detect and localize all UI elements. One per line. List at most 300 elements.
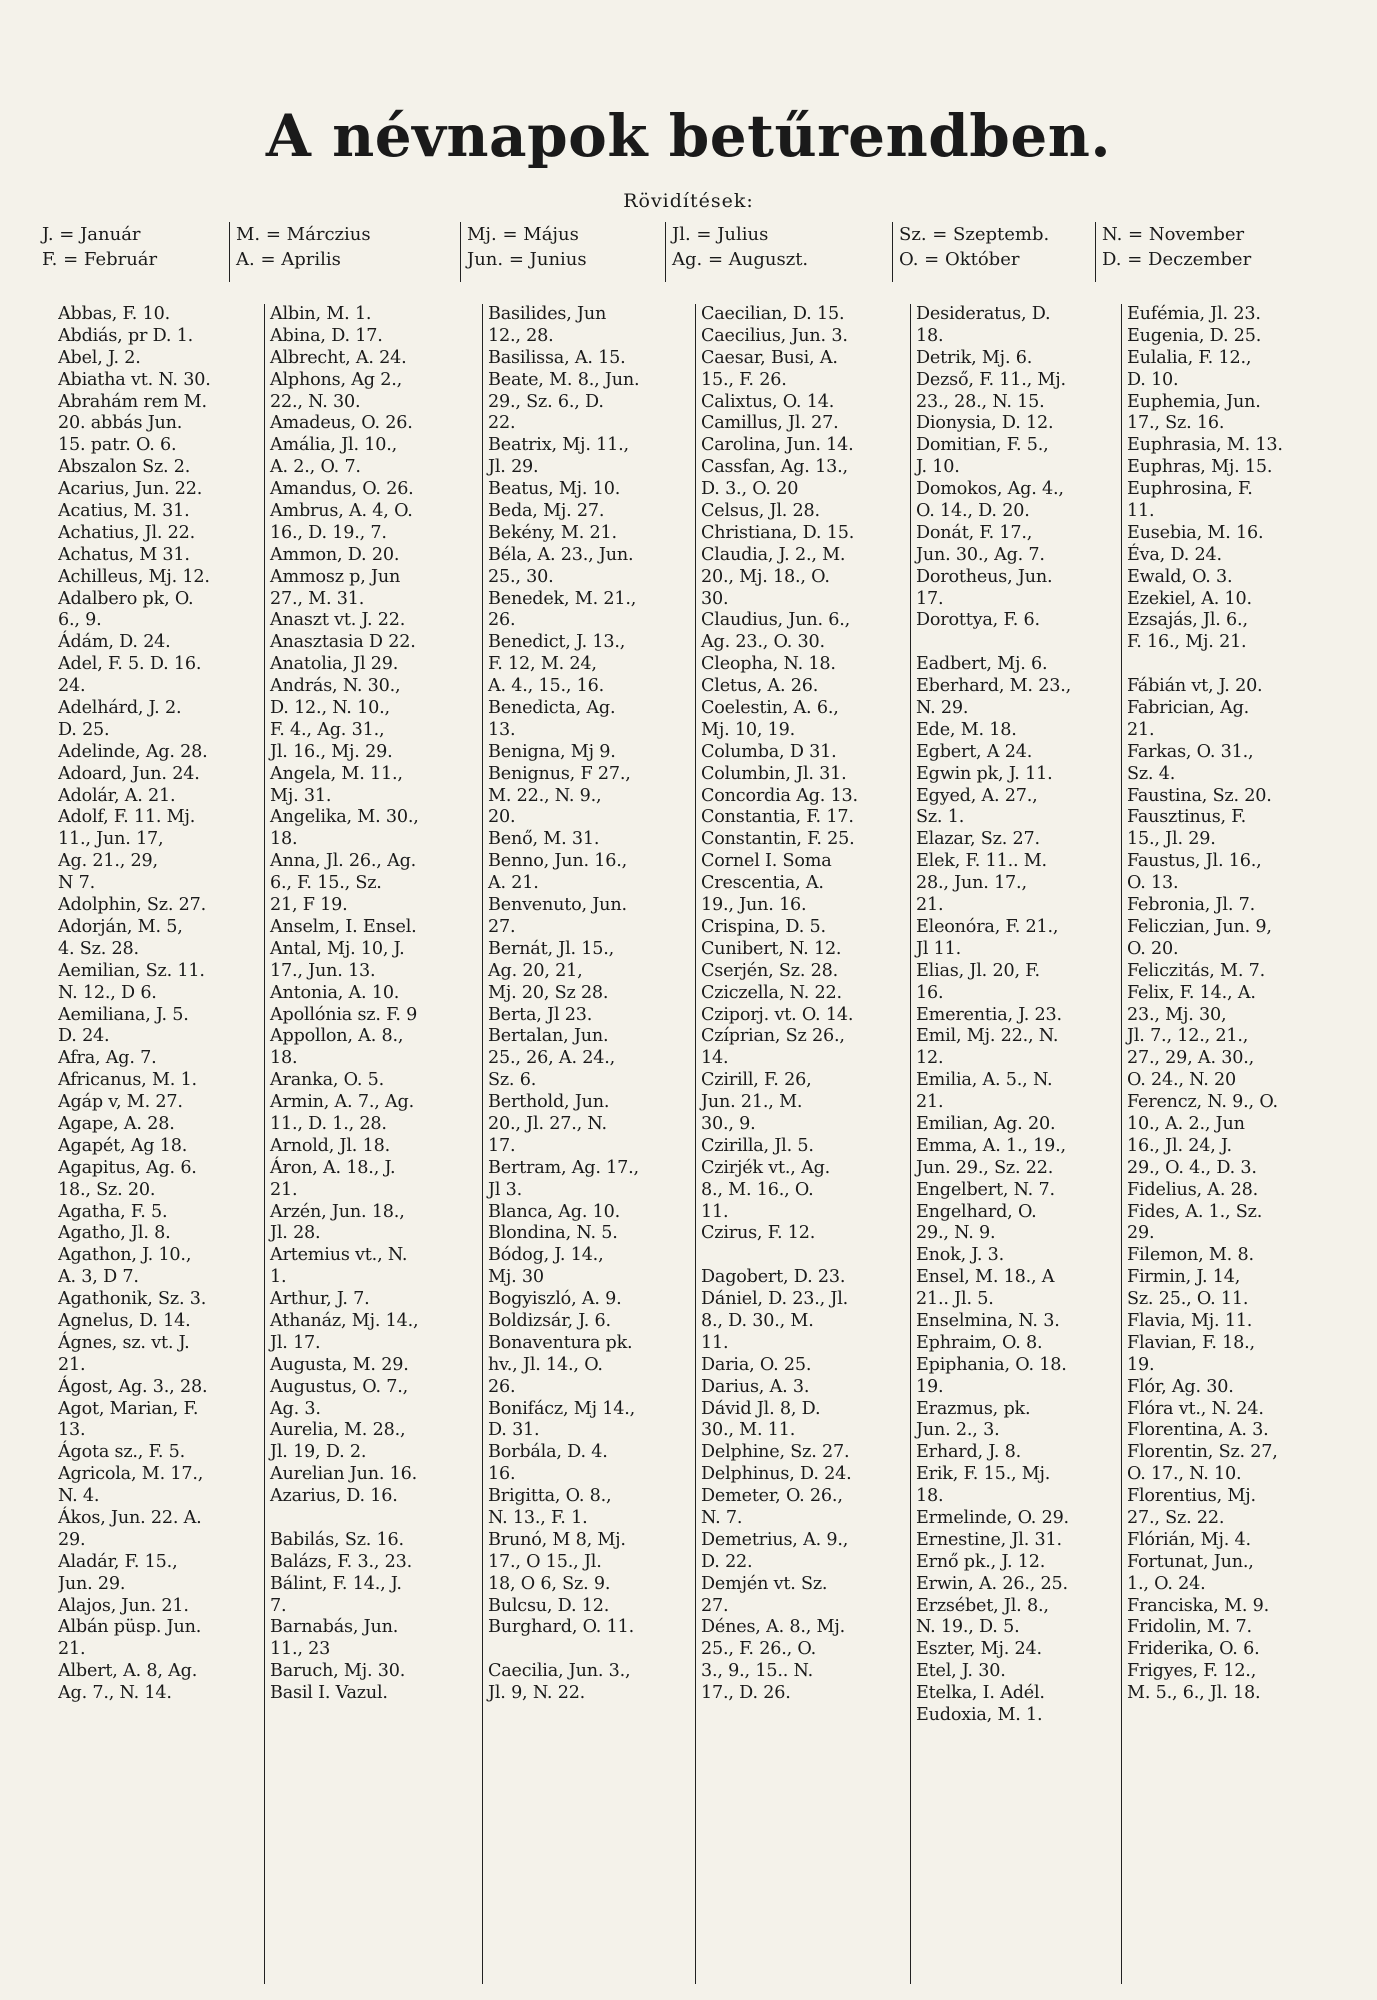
name-entry-line: Coelestin, A. 6.,: [701, 698, 839, 719]
name-entry-line: Ágota sz., F. 5.: [58, 1442, 186, 1463]
name-entry-line: Burghard, O. 11.: [488, 1617, 634, 1638]
name-entry-line: Friderika, O. 6.: [1127, 1639, 1260, 1660]
name-entry-line: Jl. 17.: [270, 1332, 321, 1353]
abbr-line: O. = Október: [899, 249, 1020, 270]
name-entry-line: 18.: [916, 325, 944, 346]
name-entry-line: Adolphin, Sz. 27.: [58, 895, 207, 916]
abbr-col-3: [460, 222, 587, 282]
abbr-col-4: [665, 222, 808, 282]
name-entry-line: Basil I. Vazul.: [270, 1683, 388, 1704]
name-entry-line: Ezsajás, Jl. 6.,: [1127, 610, 1248, 631]
name-entry-line: Czirus, F. 12.: [701, 1223, 816, 1244]
name-entry-line: 27., 29, A. 30.,: [1127, 1048, 1255, 1069]
abbr-line: A. = Aprilis: [236, 249, 341, 270]
name-entry-line: Adel, F. 5. D. 16.: [58, 654, 202, 675]
name-entry-line: Etel, J. 30.: [916, 1661, 1006, 1682]
name-entry-line: Enselmina, N. 3.: [916, 1310, 1060, 1331]
name-entry-line: 6., F. 15., Sz.: [270, 873, 382, 894]
name-entry-line: 28., Jun. 17.,: [916, 873, 1027, 894]
name-entry-line: Egwin pk, J. 11.: [916, 763, 1053, 784]
name-entry-line: Ag. 7., N. 14.: [58, 1683, 172, 1704]
name-entry-line: Arnold, Jl. 18.: [270, 1135, 390, 1156]
name-entry-line: Adorján, M. 5,: [58, 916, 183, 937]
name-entry-line: Abel, J. 2.: [58, 347, 141, 368]
name-entry-line: 16.: [916, 982, 944, 1003]
name-entry-line: Ambrus, A. 4, O.: [270, 501, 413, 522]
name-entry-line: D. 22.: [701, 1551, 753, 1572]
name-entry-line: Alphons, Ag 2.,: [270, 369, 403, 390]
name-column-3: [482, 304, 694, 1984]
name-entry-line: Adalbero pk, O.: [58, 588, 194, 609]
name-entry-line: Azarius, D. 16.: [270, 1486, 398, 1507]
name-entry-line: Sz. 25., O. 11.: [1127, 1289, 1249, 1310]
name-entry-line: Artemius vt., N.: [270, 1245, 408, 1266]
name-entry-line: Florentius, Mj.: [1127, 1486, 1256, 1507]
name-entry-line: Jun. 29.: [58, 1573, 126, 1594]
name-entry-line: 30.: [701, 588, 729, 609]
name-entry-line: Eulalia, F. 12.,: [1127, 347, 1252, 368]
name-entry-line: 17., Sz. 16.: [1127, 413, 1225, 434]
name-entry-line: Ferencz, N. 9., O.: [1127, 1092, 1278, 1113]
name-entry-line: Feliczitás, M. 7.: [1127, 960, 1266, 981]
name-entry-line: Aemilian, Sz. 11.: [58, 960, 205, 981]
name-entry-line: 1.: [270, 1267, 287, 1288]
name-entry-line: 12.: [916, 1048, 944, 1069]
name-entry-line: Amália, Jl. 10.,: [270, 435, 398, 456]
name-entry-line: Adolár, A. 21.: [58, 785, 176, 806]
name-entry-line: Florentin, Sz. 27,: [1127, 1442, 1278, 1463]
name-entry-line: Albert, A. 8, Ag.: [58, 1661, 198, 1682]
name-entry-line: J. 10.: [916, 457, 960, 478]
name-entry-line: Agricola, M. 17.,: [58, 1464, 204, 1485]
name-entry-line: Faustina, Sz. 20.: [1127, 785, 1272, 806]
name-entry-line: Desideratus, D.: [916, 304, 1051, 324]
name-entry-line: Jl. 9, N. 22.: [488, 1683, 586, 1704]
name-entry-line: Benedicta, Ag.: [488, 698, 616, 719]
name-entry-line: A. 3, D 7.: [58, 1267, 139, 1288]
name-entry-line: N. 7.: [701, 1507, 743, 1528]
name-entry-line: Basilissa, A. 15.: [488, 347, 626, 368]
name-entry-line: 10., A. 2., Jun: [1127, 1113, 1245, 1134]
name-entry-line: Cziporj. vt. O. 14.: [701, 1004, 854, 1025]
name-entry-line: Bonaventura pk.: [488, 1332, 633, 1353]
name-entry-line: Mj. 30: [488, 1267, 544, 1288]
name-entry-line: 17., O 15., Jl.: [488, 1551, 602, 1572]
name-entry-line: Euphrosina, F.: [1127, 479, 1253, 500]
name-entry-line: Agatha, F. 5.: [58, 1201, 168, 1222]
name-entry-line: Adoard, Jun. 24.: [58, 763, 200, 784]
name-entry-line: 11., D. 1., 28.: [270, 1113, 387, 1134]
name-entry-line: Euphras, Mj. 15.: [1127, 457, 1273, 478]
name-entry-line: Blondina, N. 5.: [488, 1223, 618, 1244]
name-entry-line: Arzén, Jun. 18.,: [270, 1201, 405, 1222]
name-entry-line: Farkas, O. 31.,: [1127, 741, 1254, 762]
name-entry-line: Cunibert, N. 12.: [701, 938, 842, 959]
name-entry-line: Eleonóra, F. 21.,: [916, 916, 1059, 937]
name-entry-line: Abbas, F. 10.: [58, 304, 170, 324]
name-entry-line: Domokos, Ag. 4.,: [916, 479, 1064, 500]
name-entry-line: 27.: [488, 916, 516, 937]
name-entry-line: Euphemia, Jun.: [1127, 391, 1261, 412]
name-entry-line: Jl 3.: [488, 1179, 523, 1200]
name-entry-line: Bertalan, Jun.: [488, 1026, 609, 1047]
name-entry-line: Egyed, A. 27.,: [916, 785, 1038, 806]
name-entry-line: Baruch, Mj. 30.: [270, 1661, 406, 1682]
abbr-line: Jl. = Julius: [672, 224, 769, 245]
name-entry-line: Mj. 31.: [270, 785, 332, 806]
name-entry-line: Babilás, Sz. 16.: [270, 1529, 404, 1550]
name-entry-line: Flóra vt., N. 24.: [1127, 1398, 1264, 1419]
name-entry-line: Agáp v, M. 27.: [58, 1092, 183, 1113]
name-entry-line: Dagobert, D. 23.: [701, 1267, 846, 1288]
name-entry-line: Demjén vt. Sz.: [701, 1573, 828, 1594]
name-entry-line: 20., Mj. 18., O.: [701, 566, 830, 587]
name-entry-line: Christiana, D. 15.: [701, 522, 855, 543]
name-entry-line: Detrik, Mj. 6.: [916, 347, 1033, 368]
name-entry-line: [488, 1639, 694, 1661]
name-entry-line: Emerentia, J. 23.: [916, 1004, 1062, 1025]
name-entry-line: Armin, A. 7., Ag.: [270, 1092, 414, 1113]
name-entry-line: Eadbert, Mj. 6.: [916, 654, 1048, 675]
name-entry-line: Crescentia, A.: [701, 873, 824, 894]
name-entry-line: Claudia, J. 2., M.: [701, 544, 846, 565]
name-entry-line: D. 24.: [58, 1026, 110, 1047]
name-entry-line: Columba, D 31.: [701, 741, 837, 762]
name-entry-line: Ensel, M. 18., A: [916, 1267, 1055, 1288]
name-entry-line: 8., D. 30., M.: [701, 1310, 814, 1331]
name-entry-line: Abszalon Sz. 2.: [58, 457, 191, 478]
name-entry-line: Angelika, M. 30.,: [270, 807, 419, 828]
name-entry-line: F. 16., Mj. 21.: [1127, 632, 1247, 653]
name-entry-line: 11., Jun. 17,: [58, 829, 164, 850]
name-entry-line: Borbála, D. 4.: [488, 1442, 608, 1463]
name-entry-line: N. 19., D. 5.: [916, 1617, 1020, 1638]
name-entry-line: Fausztinus, F.: [1127, 807, 1246, 828]
name-entry-line: Ezekiel, A. 10.: [1127, 588, 1252, 609]
name-entry-line: Abina, D. 17.: [270, 325, 383, 346]
name-entry-line: Angela, M. 11.,: [270, 763, 403, 784]
name-entry-line: Alajos, Jun. 21.: [58, 1595, 189, 1616]
name-entry-line: 21.: [270, 1179, 298, 1200]
name-entry-line: Cassfan, Ag. 13.,: [701, 457, 848, 478]
abbr-col-2: [229, 222, 371, 282]
name-entry-line: Erazmus, pk.: [916, 1398, 1031, 1419]
name-entry-line: Eusebia, M. 16.: [1127, 522, 1264, 543]
name-entry-line: Caecilius, Jun. 3.: [701, 325, 848, 346]
name-entry-line: Feliczian, Jun. 9,: [1127, 916, 1272, 937]
name-entry-line: Ádám, D. 24.: [58, 632, 171, 653]
name-entry-line: Athanáz, Mj. 14.,: [270, 1310, 419, 1331]
name-entry-line: Bulcsu, D. 12.: [488, 1595, 610, 1616]
name-entry-line: Dezső, F. 11., Mj.: [916, 369, 1066, 390]
name-entry-line: N. 29.: [916, 698, 969, 719]
name-entry-line: [1127, 654, 1342, 676]
name-entry-line: Erik, F. 15., Mj.: [916, 1464, 1051, 1485]
name-entry-line: Áron, A. 18., J.: [270, 1157, 396, 1178]
name-entry-line: Febronia, Jl. 7.: [1127, 895, 1256, 916]
name-entry-line: Abiatha vt. N. 30.: [58, 369, 211, 390]
name-entry-line: Dániel, D. 23., Jl.: [701, 1289, 849, 1310]
name-entry-line: Fábián vt, J. 20.: [1127, 676, 1263, 697]
name-entry-line: O. 14., D. 20.: [916, 501, 1030, 522]
name-entry-line: Elazar, Sz. 27.: [916, 829, 1040, 850]
name-entry-line: Sz. 1.: [916, 807, 965, 828]
name-entry-line: Ákos, Jun. 22. A.: [58, 1507, 202, 1528]
name-entry-line: Amandus, O. 26.: [270, 479, 414, 500]
name-entry-line: Crispina, D. 5.: [701, 916, 826, 937]
name-entry-line: Arthur, J. 7.: [270, 1289, 370, 1310]
name-entry-line: Elias, Jl. 20, F.: [916, 960, 1040, 981]
name-entry-line: 4. Sz. 28.: [58, 938, 139, 959]
name-entry-line: 3., 9., 15.. N.: [701, 1661, 813, 1682]
name-entry-line: hv., Jl. 14., O.: [488, 1354, 603, 1375]
name-entry-line: M. 5., 6., Jl. 18.: [1127, 1683, 1261, 1704]
name-entry-line: Firmin, J. 14,: [1127, 1267, 1241, 1288]
name-entry-line: N. 13., F. 1.: [488, 1507, 588, 1528]
name-entry-line: 23., 28., N. 15.: [916, 391, 1045, 412]
name-column-2: [264, 304, 480, 1984]
name-entry-line: 12., 28.: [488, 325, 554, 346]
name-entry-line: Aurelia, M. 28.,: [270, 1420, 406, 1441]
name-entry-line: Apollónia sz. F. 9: [270, 1004, 418, 1025]
abbr-line: M. = Márczius: [236, 224, 371, 245]
name-entry-line: A. 4., 15., 16.: [488, 676, 605, 697]
abbr-col-5: [892, 222, 1049, 282]
abbr-line: Mj. = Május: [467, 224, 579, 245]
name-entry-line: Jl 11.: [916, 938, 962, 959]
name-entry-line: 16., Jl. 24, J.: [1127, 1135, 1232, 1156]
name-entry-line: András, N. 30.,: [270, 676, 401, 697]
name-entry-line: D. 31.: [488, 1420, 540, 1441]
name-entry-line: 18., Sz. 20.: [58, 1179, 156, 1200]
name-entry-line: 15., F. 26.: [701, 369, 787, 390]
name-entry-line: 11.: [701, 1332, 729, 1353]
name-entry-line: N. 12., D 6.: [58, 982, 157, 1003]
name-entry-line: A. 2., O. 7.: [270, 457, 361, 478]
name-entry-line: Erzsébet, Jl. 8.,: [916, 1595, 1049, 1616]
name-entry-line: Eszter, Mj. 24.: [916, 1639, 1042, 1660]
name-entry-line: O. 17., N. 10.: [1127, 1464, 1242, 1485]
name-entry-line: Agathon, J. 10.,: [58, 1245, 192, 1266]
name-entry-line: F. 12, M. 24,: [488, 654, 597, 675]
name-entry-line: Darius, A. 3.: [701, 1376, 810, 1397]
name-entry-line: Ammosz p, Jun: [270, 566, 401, 587]
name-entry-line: 21.: [1127, 719, 1155, 740]
name-entry-line: Fidelius, A. 28.: [1127, 1179, 1258, 1200]
name-entry-line: Czirill, F. 26,: [701, 1070, 812, 1091]
name-entry-line: Balázs, F. 3., 23.: [270, 1551, 413, 1572]
name-entry-line: 20. abbás Jun.: [58, 413, 183, 434]
name-entry-line: Jl. 19, D. 2.: [270, 1442, 367, 1463]
name-entry-line: Anaszt vt. J. 22.: [270, 610, 406, 631]
name-entry-line: Fabrician, Ag.: [1127, 698, 1250, 719]
name-entry-line: 17., D. 26.: [701, 1683, 791, 1704]
name-column-6: [1121, 304, 1342, 1984]
name-entry-line: 13.: [488, 719, 516, 740]
name-entry-line: Sz. 6.: [488, 1070, 537, 1091]
name-entry-line: 13.: [58, 1420, 86, 1441]
name-entry-line: Mj. 10, 19.: [701, 719, 796, 740]
page-title: A névnapok betűrendben.: [265, 102, 1112, 170]
name-entry-line: 15., Jl. 29.: [1127, 829, 1216, 850]
name-entry-line: Ágnes, sz. vt. J.: [58, 1332, 190, 1353]
name-entry-line: Ammon, D. 20.: [270, 544, 400, 565]
name-entry-line: 23., Mj. 30,: [1127, 1004, 1227, 1025]
name-entry-line: Engelhard, O.: [916, 1201, 1037, 1222]
name-entry-line: 26.: [488, 1376, 516, 1397]
name-entry-line: Ernő pk., J. 12.: [916, 1551, 1046, 1572]
name-entry-line: Abdiás, pr D. 1.: [58, 325, 194, 346]
name-entry-line: 14.: [701, 1048, 729, 1069]
name-entry-line: 16., D. 19., 7.: [270, 522, 387, 543]
name-entry-line: Emil, Mj. 22., N.: [916, 1026, 1059, 1047]
name-entry-line: Bernát, Jl. 15.,: [488, 938, 615, 959]
name-entry-line: Donát, F. 17.,: [916, 522, 1033, 543]
name-entry-line: 18, O 6, Sz. 9.: [488, 1573, 611, 1594]
abbr-line: J. = Január: [42, 224, 141, 245]
name-entry-line: Jl. 29.: [488, 457, 539, 478]
name-entry-line: 21.: [58, 1354, 86, 1375]
name-entry-line: Albin, M. 1.: [270, 304, 372, 324]
abbr-line: D. = Deczember: [1102, 249, 1252, 270]
name-entry-line: 1., O. 24.: [1127, 1573, 1206, 1594]
name-entry-line: 29., Sz. 6., D.: [488, 391, 604, 412]
name-entry-line: Fridolin, M. 7.: [1127, 1617, 1252, 1638]
name-entry-line: Benedek, M. 21.,: [488, 588, 637, 609]
name-entry-line: Domitian, F. 5.,: [916, 435, 1049, 456]
name-entry-line: Appollon, A. 8.,: [270, 1026, 404, 1047]
name-entry-line: 18.: [270, 829, 298, 850]
name-entry-line: Jun. 21., M.: [701, 1092, 803, 1113]
name-entry-line: Agape, A. 28.: [58, 1113, 175, 1134]
name-entry-line: Anna, Jl. 26., Ag.: [270, 851, 417, 872]
name-entry-line: 30., M. 11.: [701, 1420, 796, 1441]
name-entry-line: Calixtus, O. 14.: [701, 391, 835, 412]
name-entry-line: Basilides, Jun: [488, 304, 607, 324]
name-entry-line: Epiphania, O. 18.: [916, 1354, 1067, 1375]
name-entry-line: 29., O. 4., D. 3.: [1127, 1157, 1257, 1178]
name-entry-line: Filemon, M. 8.: [1127, 1245, 1254, 1266]
name-entry-line: Barnabás, Jun.: [270, 1617, 399, 1638]
name-entry-line: Bonifácz, Mj 14.,: [488, 1398, 636, 1419]
name-entry-line: 26.: [488, 610, 516, 631]
abbr-line: N. = November: [1102, 224, 1245, 245]
name-entry-line: Dionysia, D. 12.: [916, 413, 1054, 434]
name-entry-line: M. 22., N. 9.,: [488, 785, 602, 806]
name-entry-line: Beatrix, Mj. 11.,: [488, 435, 629, 456]
name-entry-line: Daria, O. 25.: [701, 1354, 812, 1375]
name-entry-line: Beatus, Mj. 10.: [488, 479, 621, 500]
name-entry-line: Eufémia, Jl. 23.: [1127, 304, 1261, 324]
name-entry-line: 11.: [701, 1201, 729, 1222]
name-entry-line: Florentina, A. 3.: [1127, 1420, 1269, 1441]
name-entry-line: Ag. 23., O. 30.: [701, 632, 825, 653]
name-entry-line: Claudius, Jun. 6.,: [701, 610, 851, 631]
name-entry-line: 15. patr. O. 6.: [58, 435, 177, 456]
name-entry-line: Berta, Jl 23.: [488, 1004, 593, 1025]
name-entry-line: D. 25.: [58, 719, 110, 740]
name-entry-line: 22.: [488, 413, 516, 434]
name-entry-line: Agathonik, Sz. 3.: [58, 1289, 207, 1310]
name-entry-line: Columbin, Jl. 31.: [701, 763, 847, 784]
name-entry-line: 25., 26, A. 24.,: [488, 1048, 616, 1069]
abbr-line: Jun. = Junius: [467, 249, 587, 270]
name-entry-line: Benignus, F 27.,: [488, 763, 631, 784]
name-entry-line: Agapét, Ag 18.: [58, 1135, 188, 1156]
name-entry-line: Afra, Ag. 7.: [58, 1048, 157, 1069]
name-column-5: [910, 304, 1121, 1984]
abbr-line: Sz. = Szeptemb.: [899, 224, 1050, 245]
name-entry-line: Cornel I. Soma: [701, 851, 832, 872]
name-entry-line: Cletus, A. 26.: [701, 676, 819, 697]
name-entry-line: Bogyiszló, A. 9.: [488, 1289, 622, 1310]
name-entry-line: Czirilla, Jl. 5.: [701, 1135, 814, 1156]
name-entry-line: Berthold, Jun.: [488, 1092, 610, 1113]
name-entry-line: 27., M. 31.: [270, 588, 365, 609]
name-entry-line: Aranka, O. 5.: [270, 1070, 385, 1091]
name-entry-line: Adelinde, Ag. 28.: [58, 741, 208, 762]
name-entry-line: Eugenia, D. 25.: [1127, 325, 1262, 346]
name-entry-line: Augusta, M. 29.: [270, 1354, 409, 1375]
name-entry-line: 18.: [916, 1486, 944, 1507]
name-entry-line: Boldizsár, J. 6.: [488, 1310, 611, 1331]
name-entry-line: Ewald, O. 3.: [1127, 566, 1233, 587]
name-entry-line: Eberhard, M. 23.,: [916, 676, 1071, 697]
name-entry-line: Anselm, I. Ensel.: [270, 916, 417, 937]
name-entry-line: Dávid Jl. 8, D.: [701, 1398, 821, 1419]
name-entry-line: Blanca, Ag. 10.: [488, 1201, 621, 1222]
name-entry-line: Antal, Mj. 10, J.: [270, 938, 405, 959]
name-entry-line: 25., 30.: [488, 566, 554, 587]
name-entry-line: 25., F. 26., O.: [701, 1639, 816, 1660]
name-entry-line: Fortunat, Jun.,: [1127, 1551, 1254, 1572]
name-entry-line: [916, 632, 1121, 654]
name-entry-line: Ermelinde, O. 29.: [916, 1507, 1069, 1528]
name-entry-line: Abrahám rem M.: [58, 391, 207, 412]
name-entry-line: Czirjék vt., Ag.: [701, 1157, 831, 1178]
name-entry-line: D. 10.: [1127, 369, 1179, 390]
name-entry-line: Jun. 29., Sz. 22.: [916, 1157, 1054, 1178]
name-entry-line: Camillus, Jl. 27.: [701, 413, 839, 434]
name-entry-line: Augustus, O. 7.,: [270, 1376, 409, 1397]
abbr-col-6: [1095, 222, 1251, 282]
name-entry-line: 16.: [488, 1464, 516, 1485]
name-entry-line: D. 3., O. 20: [701, 479, 799, 500]
name-entry-line: Frigyes, F. 12.,: [1127, 1661, 1257, 1682]
name-entry-line: Cserjén, Sz. 28.: [701, 960, 838, 981]
name-entry-line: 22., N. 30.: [270, 391, 361, 412]
name-entry-line: Achatius, Jl. 22.: [58, 522, 196, 543]
name-entry-line: Benedict, J. 13.,: [488, 632, 626, 653]
abbr-line: F. = Február: [42, 249, 158, 270]
name-entry-line: 21.. Jl. 5.: [916, 1289, 994, 1310]
name-entry-line: Flórián, Mj. 4.: [1127, 1529, 1251, 1550]
name-entry-line: Erhard, J. 8.: [916, 1442, 1021, 1463]
name-entry-line: A. 21.: [488, 873, 539, 894]
name-entry-line: Acatius, M. 31.: [58, 501, 190, 522]
name-entry-line: Elek, F. 11.. M.: [916, 851, 1047, 872]
name-entry-line: Agot, Marian, F.: [58, 1398, 199, 1419]
name-entry-line: Erwin, A. 26., 25.: [916, 1573, 1068, 1594]
name-entry-line: Caecilia, Jun. 3.,: [488, 1661, 631, 1682]
name-entry-line: 17.: [488, 1135, 516, 1156]
name-entry-line: Sz. 4.: [1127, 763, 1176, 784]
name-entry-line: Benno, Jun. 16.,: [488, 851, 628, 872]
name-entry-line: Achatus, M 31.: [58, 544, 190, 565]
name-entry-line: Eudoxia, M. 1.: [916, 1705, 1043, 1725]
name-entry-line: Enok, J. 3.: [916, 1245, 1005, 1266]
name-entry-line: Czíprian, Sz 26.,: [701, 1026, 845, 1047]
